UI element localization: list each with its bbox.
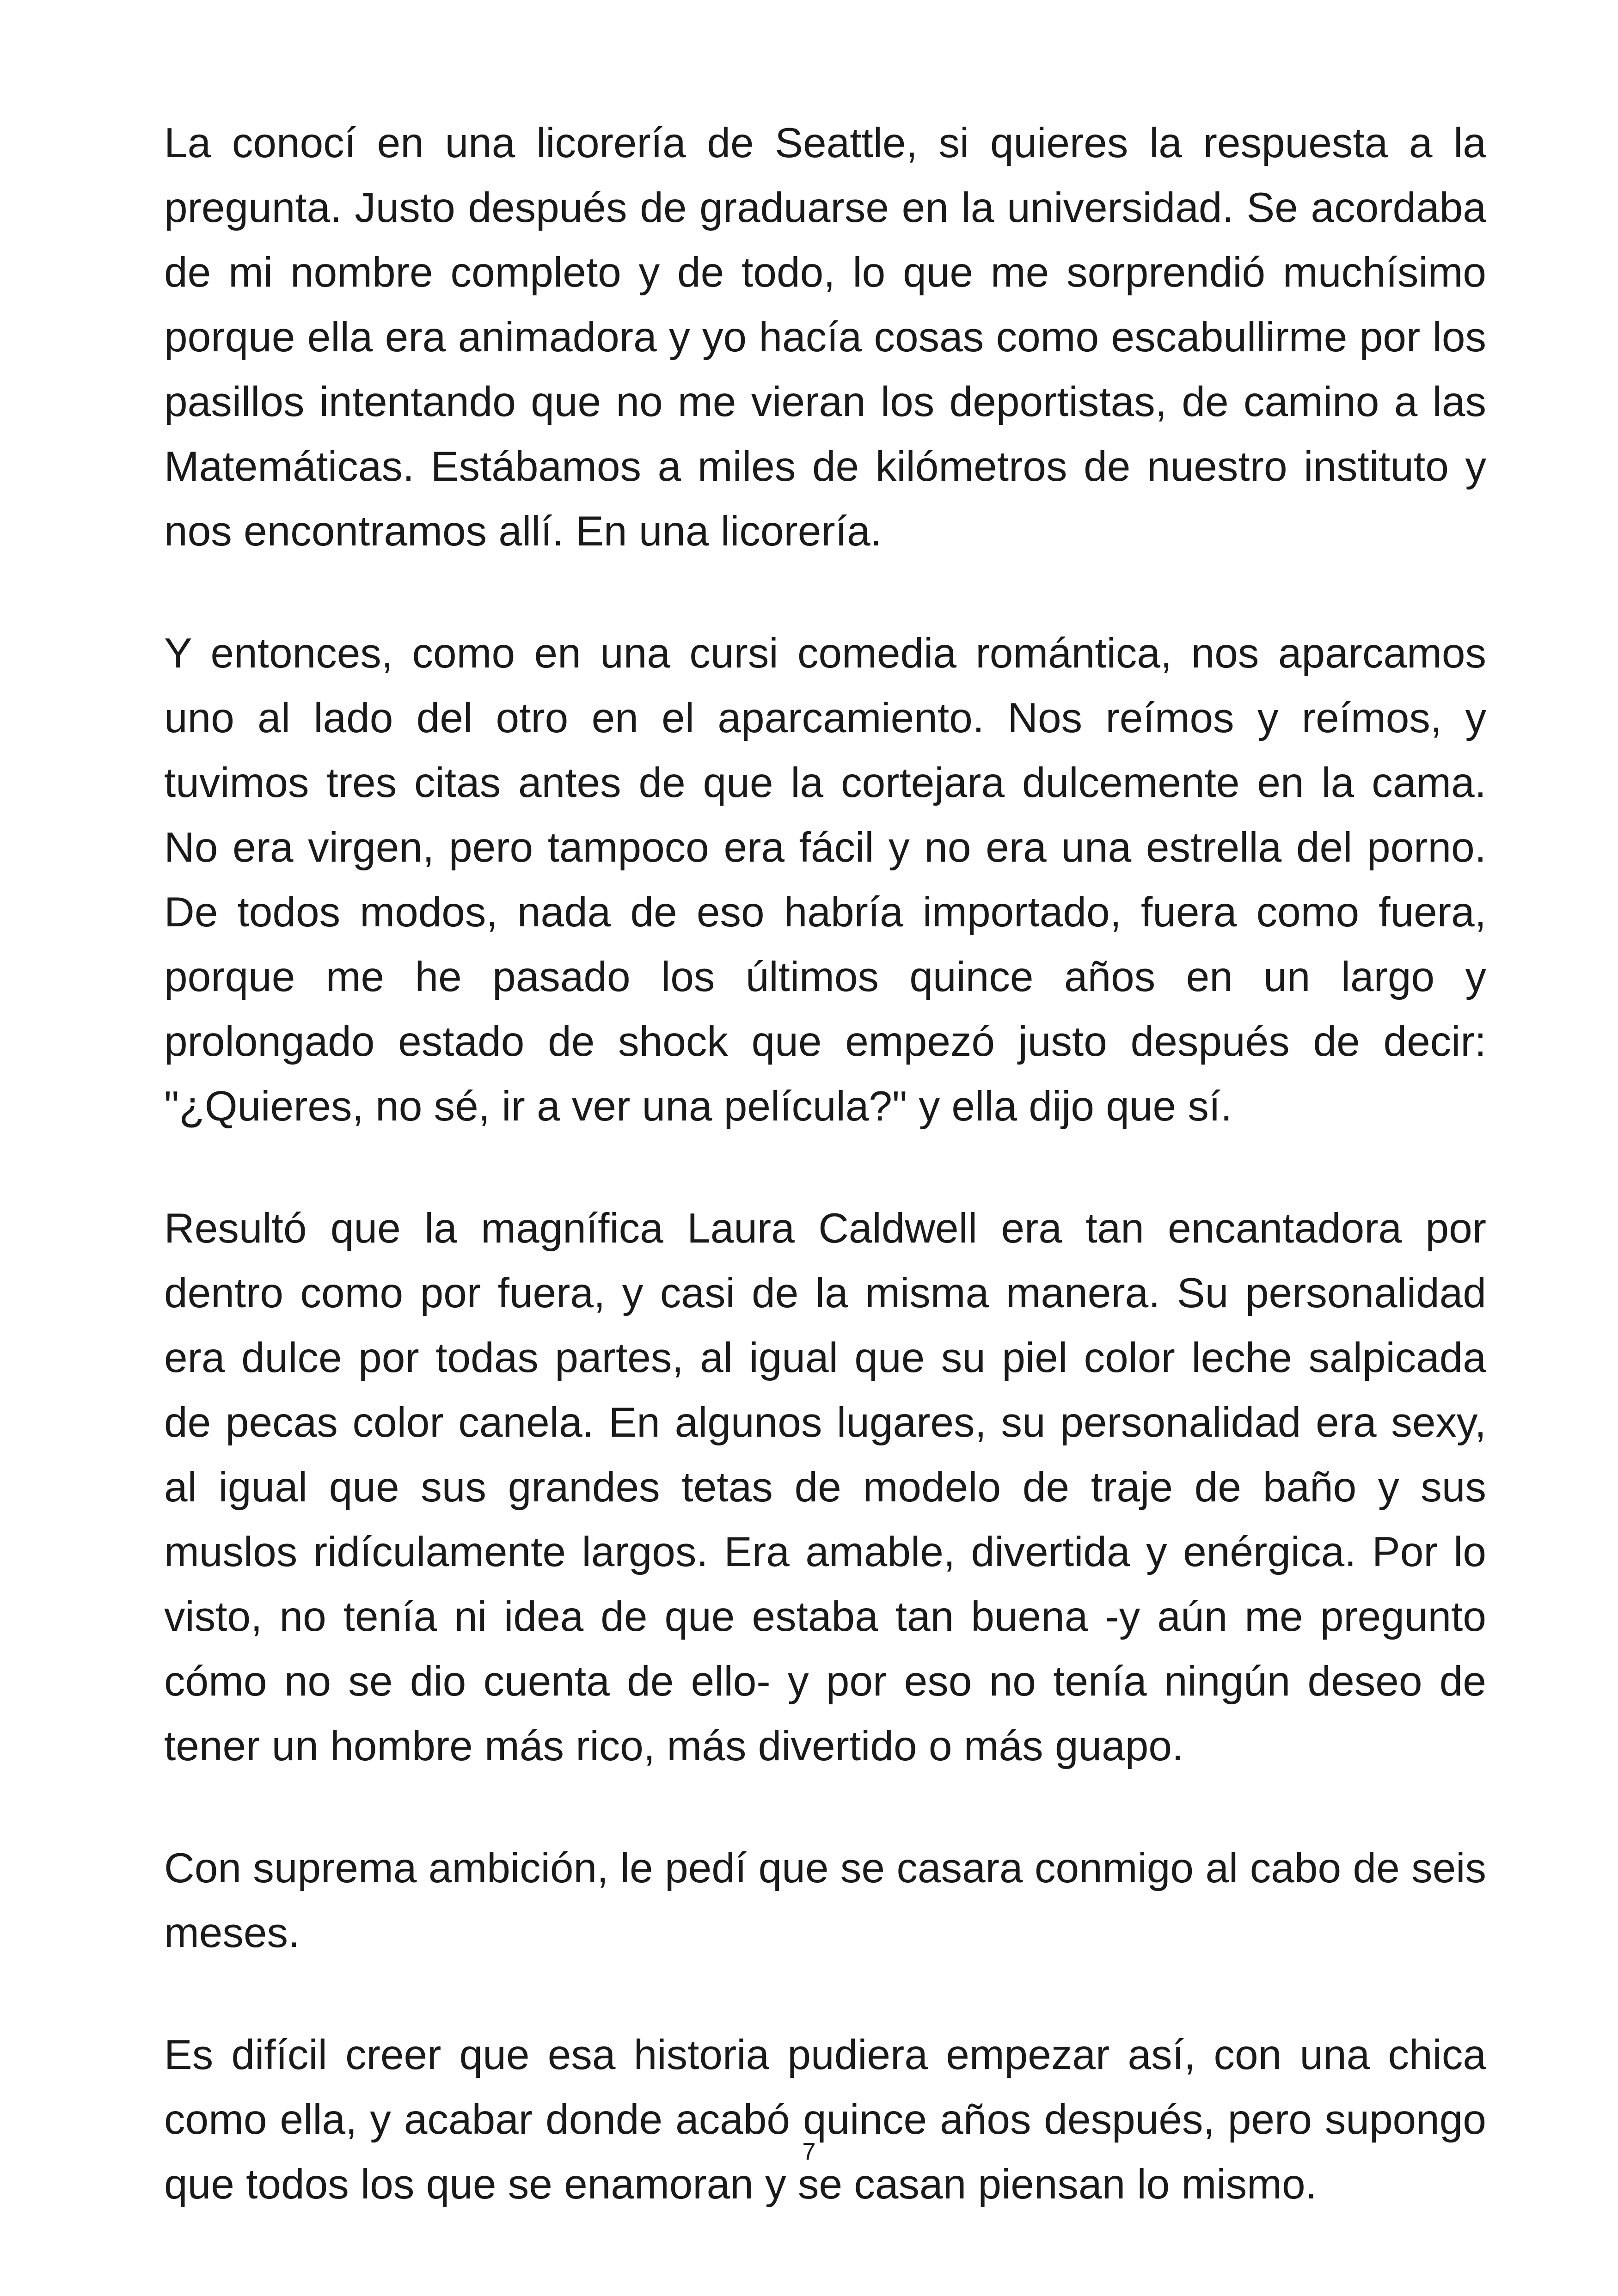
body-text (164, 111, 1486, 2274)
paragraph: La conocí en una licorería de Seattle, si quieres la respuesta a la pregunta. Justo después de graduarse en la universidad. Se acordaba de mi nombre completo y de todo, lo que me sorprendió muchísimo porque ella era animadora y yo hacía cosas como escabullirme por los pasillos intentando que no me vieran los deportistas, de camino a las Matemáticas. Estábamos a miles de kilómetros de nuestro instituto y nos encontramos allí. En una licorería. (164, 120, 1486, 555)
paragraph: Con suprema ambición, le pedí que se casara conmigo al cabo de seis meses. (164, 1845, 1486, 1956)
paragraph: Y entonces, como en una cursi comedia romántica, nos aparcamos uno al lado del otro en el aparcamiento. Nos reímos y reímos, y tuvimos tres citas antes de que la cortejara dulcemente en la cama. No era virgen, pero tampoco era fácil y no era una estrella del porno. De todos modos, nada de eso habría importado, fuera como fuera, porque me he pasado los últimos quince años en un largo y prolongado estado de shock que empezó justo después de decir: "¿Quieres, no sé, ir a ver una película?" y ella dijo que sí. (164, 630, 1486, 1130)
paragraph: Resultó que la magnífica Laura Caldwell era tan encantadora por dentro como por fuera, y casi de la misma manera. Su personalidad era dulce por todas partes, al igual que su piel color leche salpicada de pecas color canela. En algunos lugares, su personalidad era sexy, al igual que sus grandes tetas de modelo de traje de baño y sus muslos ridículamente largos. Era amable, divertida y enérgica. Por lo visto, no tenía ni idea de que estaba tan buena -y aún me pregunto cómo no se dio cuenta de ello- y por eso no tenía ningún deseo de tener un hombre más rico, más divertido o más guapo. (164, 1205, 1486, 1769)
page-number: 7 (802, 2138, 816, 2165)
paragraph: Es difícil creer que esa historia pudiera empezar así, con una chica como ella, y acabar donde acabó quince años después, pero supongo que todos los que se enamoran y se casan piensan lo mismo. (164, 2032, 1486, 2208)
